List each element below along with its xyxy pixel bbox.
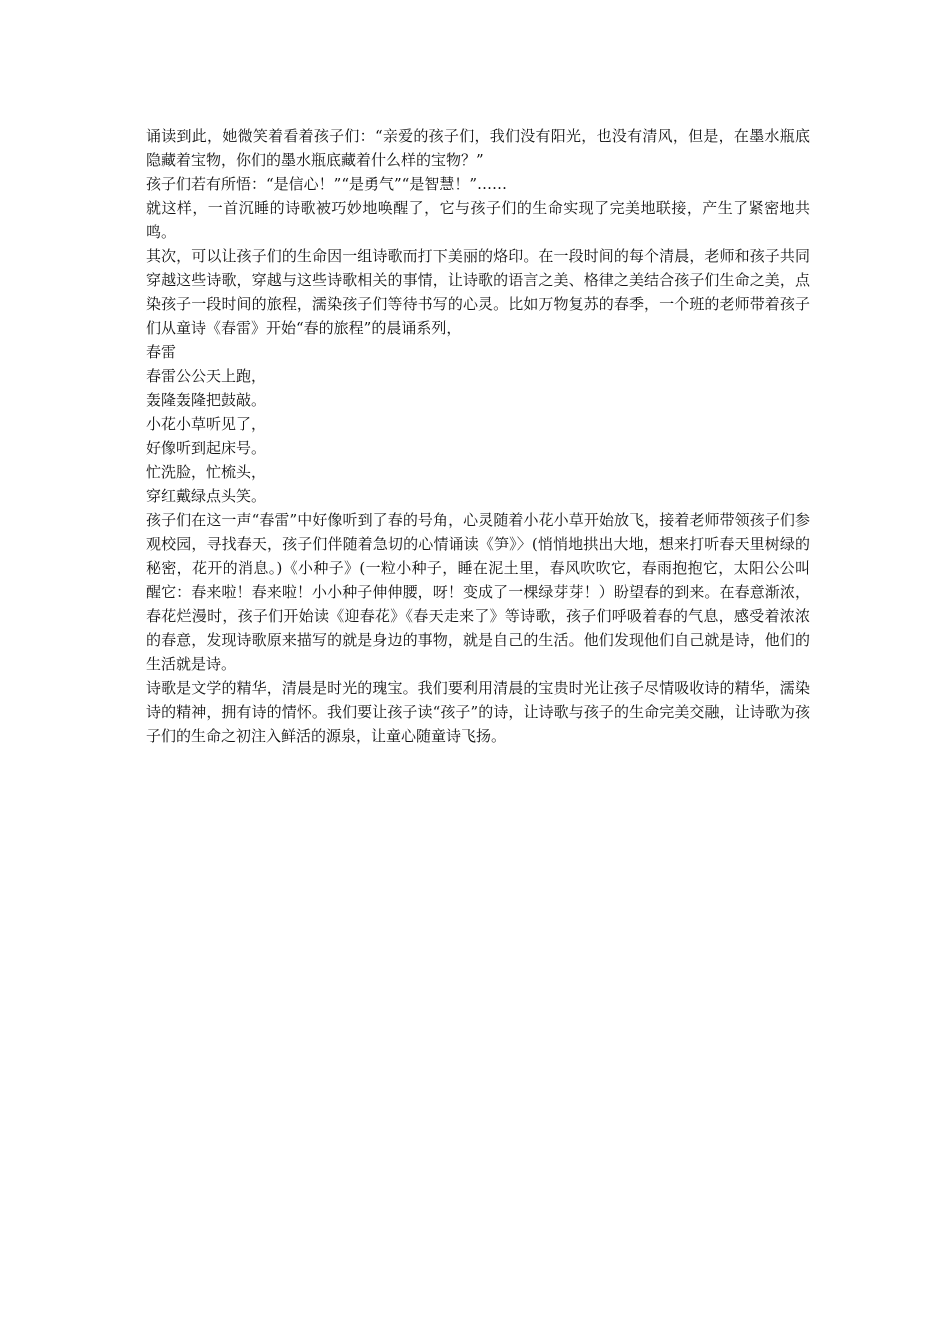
paragraph-ink-bottle-question: 诵读到此，她微笑着看着孩子们：“亲爱的孩子们，我们没有阳光，也没有清风，但是，在墨水瓶底隐藏着宝物，你们的墨水瓶底藏着什么样的宝物？” [146,127,810,169]
poem-line: 轰隆轰隆把鼓敲。 [146,391,267,409]
poem-title: 春雷 [146,343,177,361]
paragraph-spring-journey: 孩子们在这一声“春雷”中好像听到了春的号角，心灵随着小花小草开始放飞，接着老师带领孩子们参观校园，寻找春天，孩子们伴随着急切的心情诵读《笋》〉(悄悄地拱出大地，想来打听春天里树绿的秘密，花开的消息。)《小种子》(一粒小种子，睡在泥土里，春风吹吹它，春雨抱抱它，太阳公公叫醒它：春来啦！春来啦！小小种子伸伸腰，呀！变成了一棵绿芽芽！）盼望春的到来。在春意渐浓，春花烂漫时，孩子们开始读《迎春花》《春天走来了》等诗歌，孩子们呼吸着春的气息，感受着浓浓的春意，发现诗歌原来描写的就是身边的事物，就是自己的生活。他们发现他们自己就是诗，他们的生活就是诗。 [146,511,810,673]
document-body [146,124,810,748]
paragraph-poem-series: 其次，可以让孩子们的生命因一组诗歌而打下美丽的烙印。在一段时间的每个清晨，老师和孩子共同穿越这些诗歌，穿越与这些诗歌相关的事情，让诗歌的语言之美、格律之美结合孩子们生命之美，点染孩子一段时间的旅程，濡染孩子们等待书写的心灵。比如万物复苏的春季，一个班的老师带着孩子们从童诗《春雷》开始“春的旅程”的晨诵系列， [146,247,810,337]
poem-line: 小花小草听见了， [146,415,267,433]
poem-line: 忙洗脸，忙梳头， [146,463,267,481]
paragraph-conclusion: 诗歌是文学的精华，清晨是时光的瑰宝。我们要利用清晨的宝贵时光让孩子尽情吸收诗的精华，濡染诗的精神，拥有诗的情怀。我们要让孩子读“孩子”的诗，让诗歌与孩子的生命完美交融，让诗歌为孩子们的生命之初注入鲜活的源泉，让童心随童诗飞扬。 [146,679,810,745]
poem-line: 好像听到起床号。 [146,439,267,457]
paragraph-poem-awakened: 就这样，一首沉睡的诗歌被巧妙地唤醒了，它与孩子们的生命实现了完美地联接，产生了紧密地共鸣。 [146,199,810,241]
paragraph-children-answers: 孩子们若有所悟：“是信心！”“是勇气”“是智慧！”…… [146,175,508,193]
poem-line: 春雷公公天上跑， [146,367,267,385]
poem-line: 穿红戴绿点头笑。 [146,487,267,505]
